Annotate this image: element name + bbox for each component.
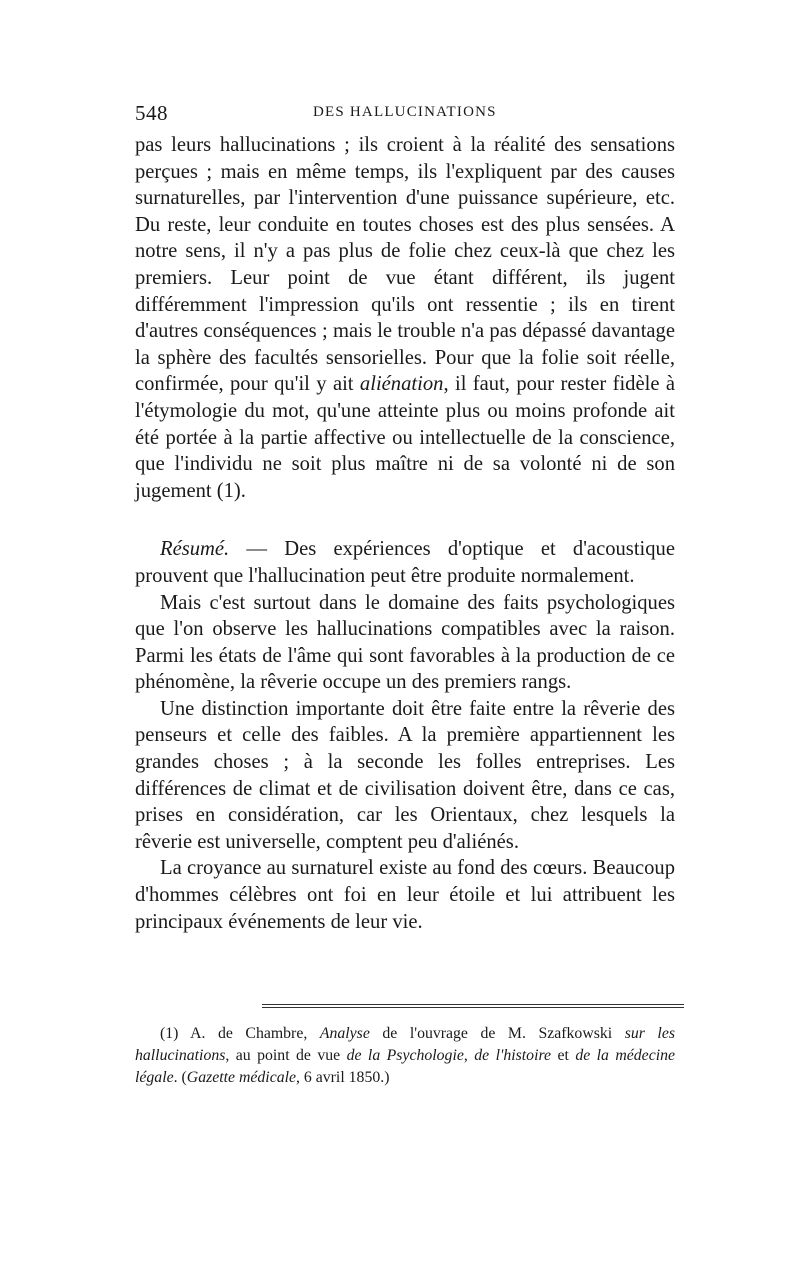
paragraph: Mais c'est surtout dans le domaine des faits psychologiques que l'on observe les hallucinations compatibles avec la raison. Parmi les états de l'âme qui sont favorables à la production de ce phénomène, la rêverie occupe un des premiers rangs.: [135, 591, 675, 694]
paragraph: Une distinction importante doit être faite entre la rêverie des penseurs et celle des faibles. A la première appartiennent les grandes choses ; à la seconde les folles entreprises. Les différences de climat et de civilisation doivent être, dans ce cas, prises en considération, car les Orientaux, chez lesquels la rêverie est universelle, comptent peu d'aliénés.: [135, 697, 675, 853]
paragraph-text: , il faut, pour rester fidèle à l'étymologie du mot, qu'une atteinte plus ou moins profonde ait été portée à la partie affective ou intellectuelle de la conscience, que l'individu ne soit plus maître ni de sa volonté ni de son jugement (1).: [135, 373, 675, 502]
paragraph-continued: [135, 132, 675, 504]
summary-label: Résumé.: [160, 538, 230, 561]
summary-text: — Des expériences d'optique et d'acoustique prouvent que l'hallucination peut être produite normalement.: [135, 538, 675, 587]
footnote-text: , 6 avril 1850.): [296, 1069, 390, 1086]
footnote-marker: (1): [160, 1025, 179, 1042]
footnote-italic: de l'histoire: [474, 1047, 552, 1064]
emphasis-term: aliénation: [359, 373, 444, 396]
page-number: 548: [135, 101, 168, 125]
footnote-text: . (: [173, 1069, 187, 1086]
footnote-text: A. de Chambre,: [178, 1025, 320, 1042]
body-text: [135, 132, 675, 935]
paragraph: La croyance au surnaturel existe au fond des cœurs. Beaucoup d'hommes célèbres ont foi en leur étoile et lui attribuent les principaux événements de leur vie.: [135, 857, 675, 933]
footnote-italic: Analyse: [319, 1025, 370, 1042]
page-header: [135, 101, 675, 129]
footnote-italic: de la médecine légale: [135, 1047, 676, 1086]
footnote-italic: sur les hallucinations: [135, 1025, 675, 1064]
footnote-rule: [262, 1007, 684, 1008]
footnote-italic: de la Psychologie: [346, 1047, 464, 1064]
summary-paragraph: [135, 536, 675, 589]
footnote-text: et: [551, 1047, 576, 1064]
footnote-text: , au point de vue: [225, 1047, 347, 1064]
running-title: DES HALLUCINATIONS: [313, 104, 497, 120]
footnote-text: de l'ouvrage de M. Szafkowski: [369, 1025, 625, 1042]
footnote-italic: Gazette médicale: [186, 1069, 297, 1086]
footnote-text: ,: [463, 1047, 475, 1064]
footnote: [135, 1023, 675, 1089]
section-gap: [135, 504, 675, 536]
footnote-rule: [262, 1004, 684, 1005]
paragraph-text: pas leurs hallucinations ; ils croient à la réalité des sensations perçues ; mais en même temps, ils l'expliquent par des causes surnaturelles, par l'intervention d'une puissance supérieure, etc. Du reste, leur conduite en toutes choses est des plus sensées. A notre sens, il n'y a pas plus de folie chez ceux-là que chez les premiers. Leur point de vue étant différent, ils jugent différemment l'impression qu'ils ont ressentie ; ils en tirent d'autres conséquences ; mais le trouble n'a pas dépassé davantage la sphère des facultés sensorielles. Pour que la folie soit réelle, confirmée, pour qu'il y ait: [135, 134, 675, 396]
